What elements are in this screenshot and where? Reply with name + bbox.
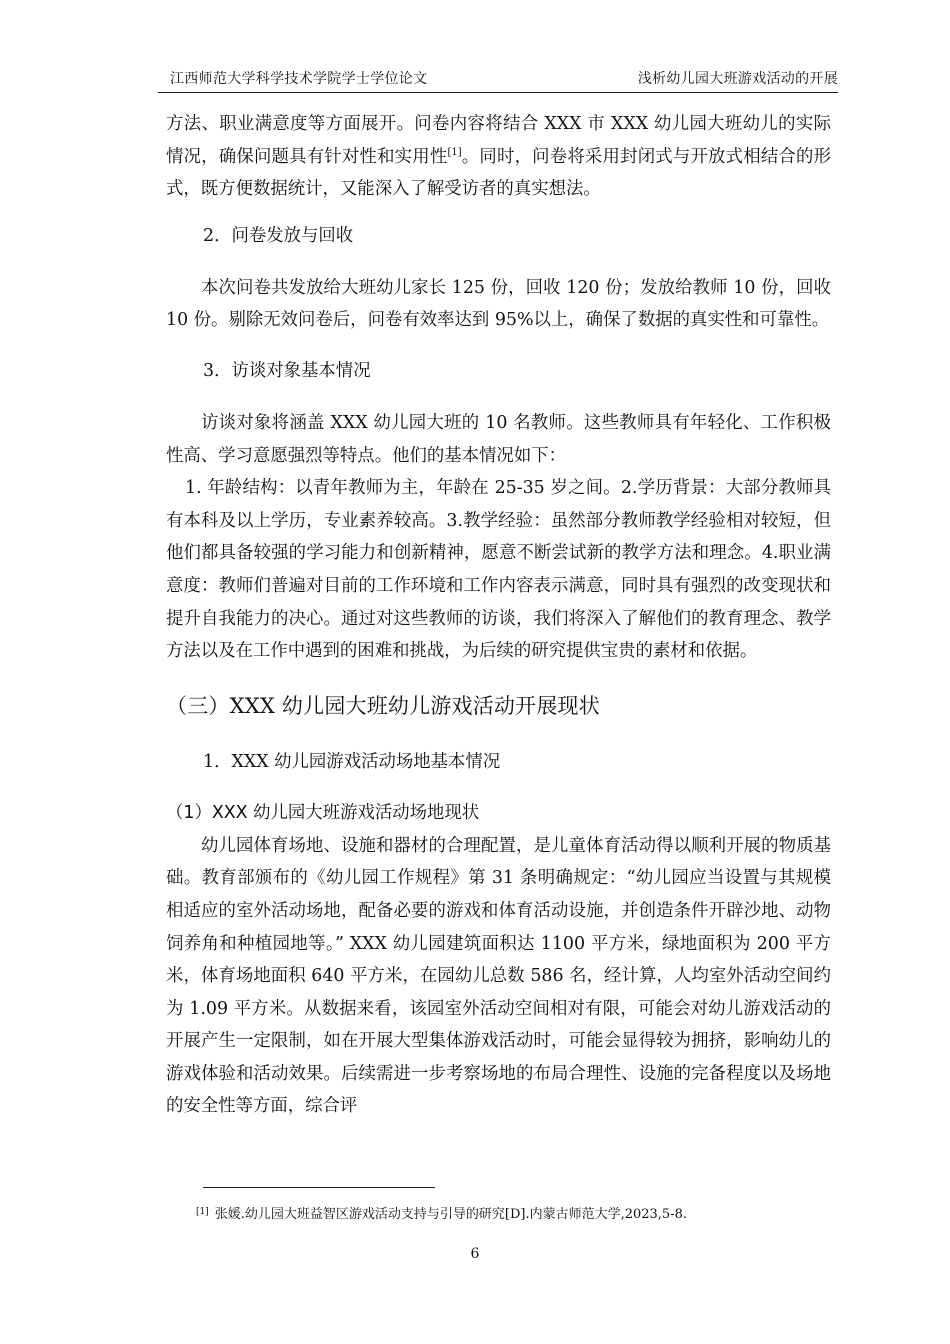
paragraph-questionnaire-design — [166, 108, 831, 206]
paragraph-text: 方法、职业满意度等方面展开。问卷内容将结合 XXX 市 XXX 幼儿园大班幼儿的实际情况，确保问题具有针对性和实用性 — [166, 114, 831, 167]
header-paper-title: 浅析幼儿园大班游戏活动的开展 — [637, 71, 838, 87]
section-heading-game-status: （三）XXX 幼儿园大班幼儿游戏活动开展现状 — [166, 693, 600, 718]
citation-mark[interactable]: [1] — [447, 146, 462, 158]
heading-venue-basics: 1．XXX 幼儿园游戏活动场地基本情况 — [203, 751, 501, 772]
page-header — [158, 66, 838, 93]
header-thesis-title: 江西师范大学科学技术学院学士学位论文 — [170, 71, 428, 87]
page-body — [166, 108, 831, 1123]
paragraph-interviewee-details: 1. 年龄结构：以青年教师为主，年龄在 25-35 岁之间。2.学历背景：大部分教师具有本科及以上学历，专业素养较高。3.教学经验：虽然部分教师教学经验相对较短，但他们都具备较强的学习能力和创新精神，愿意不断尝试新的教学方法和理念。4.职业满意度：教师们普遍对目前的工作环境和工作内容表示满意，同时具有强烈的改变现状和提升自我能力的决心。通过对这些教师的访谈，我们将深入了解他们的教育理念、教学方法以及在工作中遇到的困难和挑战，为后续的研究提供宝贵的素材和依据。 — [166, 478, 831, 662]
paragraph-interviewee-intro: 访谈对象将涵盖 XXX 幼儿园大班的 10 名教师。这些教师具有年轻化、工作积极性高、学习意愿强烈等特点。他们的基本情况如下： — [166, 412, 831, 466]
subheading-venue-status: （1）XXX 幼儿园大班游戏活动场地现状 — [166, 802, 480, 823]
footnote-divider — [203, 1187, 435, 1188]
page-number: 6 — [470, 1246, 480, 1262]
footnote-mark: [1] — [196, 1207, 209, 1217]
footnote-text: 张媛.幼儿园大班益智区游戏活动支持与引导的研究[D].内蒙古师范大学,2023,5-8. — [214, 1207, 687, 1222]
heading-interviewee-info: 3．访谈对象基本情况 — [203, 360, 371, 381]
heading-questionnaire-distribution: 2．问卷发放与回收 — [203, 225, 354, 246]
paragraph-text-end: 。同时，问卷将采用封闭式与开放式相结合的形式，既方便数据统计，又能深入了解受访者的真实想法。 — [166, 146, 831, 200]
paragraph-venue-status: 幼儿园体育场地、设施和器材的合理配置，是儿童体育活动得以顺利开展的物质基础。教育部颁布的《幼儿园工作规程》第 31 条明确规定：“幼儿园应当设置与其规模相适应的室外活动场地，配备必要的游戏和体育活动设施，并创造条件开辟沙地、动物饲养角和种植园地等。” XXX 幼儿园建筑面积达 1100 平方米，绿地面积为 200 平方米，体育场地面积 640 平方米，在园幼儿总数 586 名，经计算，人均室外活动空间约为 1.09 平方米。从数据来看，该园室外活动空间相对有限，可能会对幼儿游戏活动的开展产生一定限制，如在开展大型集体游戏活动时，可能会显得较为拥挤，影响幼儿的游戏体验和活动效果。后续需进一步考察场地的布局合理性、设施的完备程度以及场地的安全性等方面，综合评 — [166, 835, 831, 1117]
footnote — [196, 1206, 687, 1224]
paragraph-questionnaire-distribution: 本次问卷共发放给大班幼儿家长 125 份，回收 120 份；发放给教师 10 份，回收 10 份。剔除无效问卷后，问卷有效率达到 95%以上，确保了数据的真实性和可靠性。 — [166, 277, 831, 331]
